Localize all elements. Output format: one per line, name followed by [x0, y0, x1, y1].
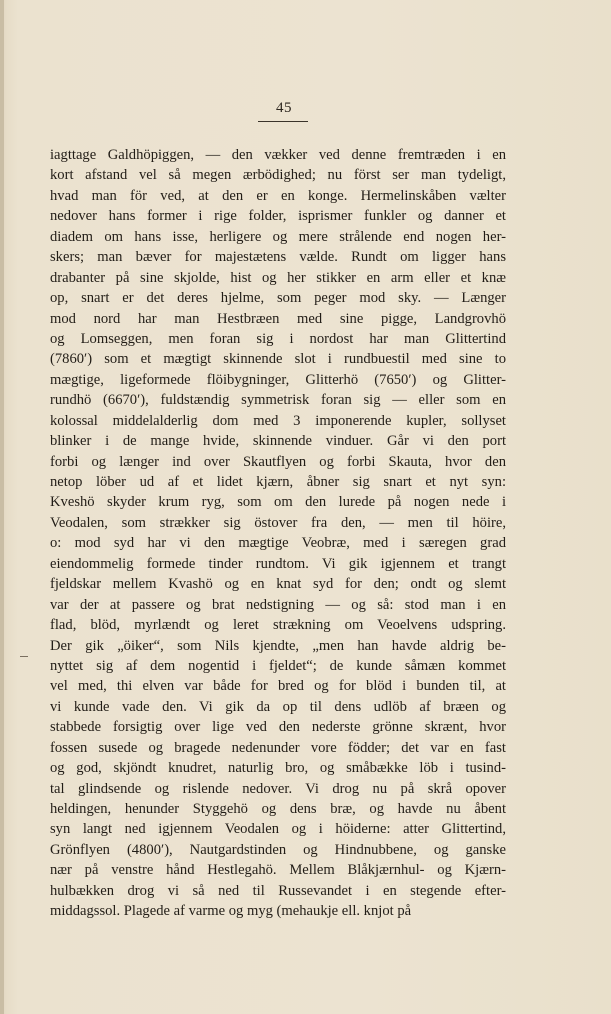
- text-line: drabanter på sine skjolde, hist og her stikker en arm eller et knæ: [50, 269, 506, 286]
- text-line: og Lomseggen, men foran sig i nordost har man Glittertind: [50, 330, 506, 347]
- text-line: nær på venstre hånd Hestlegahö. Mellem Blåkjærnhul- og Kjærn-: [50, 862, 506, 879]
- text-line: o: mod syd har vi den mægtige Veobræ, med i særegen grad: [50, 535, 506, 552]
- text-line: blinker i de mange hvide, skinnende vinduer. Går vi den port: [50, 433, 506, 450]
- text-line: Der gik „öiker“, som Nils kjendte, „men han havde aldrig be-: [50, 637, 506, 654]
- text-line: Kveshö skyder krum ryg, som om den lurede på nogen nede i: [50, 494, 506, 511]
- text-line: mægtige, ligeformede flöibygninger, Glitterhö (7650′) og Glitter-: [50, 371, 506, 388]
- text-line: op, snart er det deres hjelme, som peger mod sky. — Længer: [50, 290, 506, 307]
- text-line: var der at passere og brat nedstigning — og så: stod man i en: [50, 596, 506, 613]
- text-line: Veodalen, som strækker sig östover fra den, — men til höire,: [50, 514, 506, 531]
- text-line: flad, blöd, myrlændt og leret strækning om Veoelvens udspring.: [50, 617, 506, 634]
- text-line: stabbede forsigtig over lige ved den nederste grönne skrænt, hvor: [50, 719, 506, 736]
- page-number: 45: [276, 100, 292, 116]
- text-line: syn langt ned igjennem Veodalen og i höiderne: atter Glittertind,: [50, 821, 506, 838]
- text-line: fossen susede og bragede nedenunder vore födder; det var en fast: [50, 739, 506, 756]
- margin-mark: [20, 656, 28, 657]
- body-text: [50, 145, 506, 922]
- text-line: mod nord har man Hestbræen med sine pigge, Landgrovhö: [50, 310, 506, 327]
- text-line: kort afstand vel så megen ærbödighed; nu först ser man tydeligt,: [50, 167, 506, 184]
- text-line: forbi og længer ind over Skautflyen og forbi Skauta, hvor den: [50, 453, 506, 470]
- text-line: netop löber ud af et lidet kjærn, åbner sig snart et nyt syn:: [50, 474, 506, 490]
- page-number-rule: [258, 121, 308, 122]
- text-line: middagssol. Plagede af varme og myg (mehaukje ell. knjot på: [50, 903, 412, 920]
- text-line: heldingen, henunder Styggehö og dens bræ, og havde nu åbent: [50, 801, 506, 817]
- text-line: og god, skjöndt knudret, naturlig bro, og småbække löb i tusind-: [50, 760, 506, 777]
- text-line: hulbækken drog vi så ned til Russevandet i en stegende efter-: [50, 882, 506, 899]
- text-line: nyttet sig af dem nogentid i fjeldet“; de kunde såmæn kommet: [50, 657, 506, 674]
- text-line: tal glindsende og rislende nedover. Vi drog nu på skrå opover: [50, 780, 506, 797]
- text-line: vel med, thi elven var både for bred og for blöd i bunden til, at: [50, 678, 506, 695]
- text-line: rundhö (6670′), fuldstændig symmetrisk foran sig — eller som en: [50, 392, 506, 409]
- text-line: vi kunde vade den. Vi gik da op til dens udlöb af bræen og: [50, 698, 506, 715]
- text-line: fjeldskar mellem Kvashö og en knat syd for den; ondt og slemt: [50, 576, 506, 593]
- text-line: kolossal middelalderlig dom med 3 imponerende kupler, sollyset: [50, 412, 506, 429]
- text-line: diadem om hans isse, herligere og mere strålende end nogen her-: [50, 228, 506, 245]
- text-line: Grönflyen (4800′), Nautgardstinden og Hindnubbene, og ganske: [50, 841, 506, 858]
- text-line: iagttage Galdhöpiggen, — den vækker ved denne fremtræden i en: [50, 147, 506, 163]
- text-line: eiendommelig formede tinder rundtom. Vi gik igjennem et trangt: [50, 555, 506, 572]
- text-line: skers; man bæver for majestætens vælde. Rundt om ligger hans: [50, 249, 506, 266]
- text-line: hvad man för ved, at den er en konge. Hermelinskåben vælter: [50, 187, 506, 204]
- text-line: nedover hans former i rige folder, isprismer funkler og danner et: [50, 208, 506, 225]
- text-line: (7860′) som et mægtigt skinnende slot i rundbuestil med sine to: [50, 351, 506, 368]
- binding-edge: [0, 0, 4, 1014]
